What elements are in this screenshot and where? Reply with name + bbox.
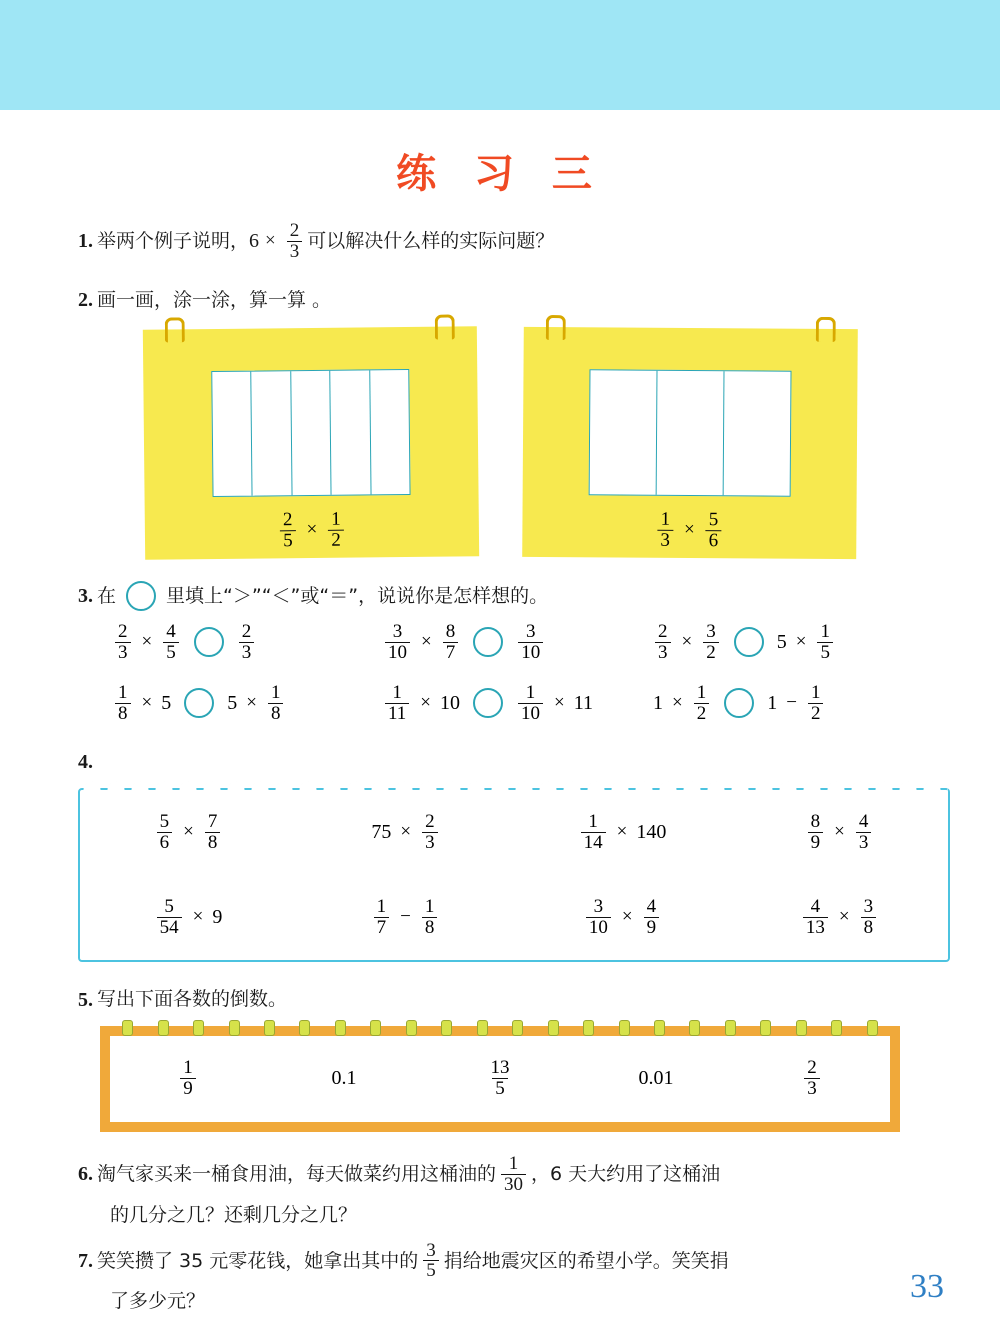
fraction-denominator: 54 xyxy=(157,917,182,938)
paperclip-icon xyxy=(545,315,565,340)
fraction xyxy=(804,1058,820,1099)
operator: − xyxy=(400,906,411,928)
fraction-denominator: 3 xyxy=(804,1078,820,1099)
fraction xyxy=(374,897,390,938)
number: 5 xyxy=(776,630,787,653)
question-5 xyxy=(78,984,1000,1016)
q1-fraction xyxy=(287,221,303,262)
question-6 xyxy=(78,1154,940,1235)
comparison-right-expression xyxy=(234,622,260,663)
card-2-b-den: 6 xyxy=(705,530,721,551)
calculation-item xyxy=(80,897,297,938)
fraction-denominator: 9 xyxy=(808,832,824,853)
card-2-fraction-b xyxy=(705,510,721,551)
answer-circle[interactable] xyxy=(473,688,503,718)
peg-icon xyxy=(477,1020,488,1036)
operator: × xyxy=(795,631,807,653)
fraction-denominator: 10 xyxy=(518,703,543,724)
operator: × xyxy=(192,906,204,928)
fraction xyxy=(157,897,182,938)
fraction-numerator: 2 xyxy=(658,620,668,642)
question-3-row-2 xyxy=(110,683,1000,724)
question-7-fraction xyxy=(423,1241,439,1282)
q1-fraction-numerator: 2 xyxy=(289,220,300,241)
peg-icon xyxy=(158,1020,169,1036)
calculation-item xyxy=(297,812,514,853)
number: 5 xyxy=(227,691,238,714)
comparison-right-expression xyxy=(513,622,548,663)
question-6-part3: 的几分之几？还剩几分之几？ xyxy=(110,1203,358,1226)
comparison-item xyxy=(650,622,920,663)
fraction-numerator: 8 xyxy=(810,810,821,832)
question-7 xyxy=(78,1241,940,1322)
fraction-numerator: 5 xyxy=(159,810,170,832)
fraction xyxy=(644,897,660,938)
fraction-grid-5 xyxy=(211,369,410,497)
fraction-numerator: 4 xyxy=(166,620,176,642)
answer-circle[interactable] xyxy=(734,627,764,657)
answer-circle[interactable] xyxy=(126,581,156,611)
sticky-note-card-1 xyxy=(142,326,478,559)
question-3-number: 3. xyxy=(78,584,93,607)
answer-circle[interactable] xyxy=(473,627,503,657)
number: 0.1 xyxy=(331,1067,357,1090)
question-4 xyxy=(78,746,1000,778)
fraction-numerator: 1 xyxy=(424,895,435,917)
card-1-expression xyxy=(166,508,456,552)
q1-fraction-denominator: 3 xyxy=(287,241,303,262)
q1-whole: 6 xyxy=(249,230,260,253)
question-1-number: 1. xyxy=(78,230,93,253)
q1-times: × xyxy=(265,230,276,252)
question-2-number: 2. xyxy=(78,288,93,311)
fraction-denominator: 5 xyxy=(492,1078,508,1099)
fraction-denominator: 2 xyxy=(808,703,824,724)
question-7-part2: 捐给地震灾区的希望小学。笑笑捐 xyxy=(443,1249,729,1272)
top-color-band xyxy=(0,0,1000,110)
question-4-row-2 xyxy=(80,875,948,960)
reciprocal-item xyxy=(266,1058,422,1099)
peg-icon xyxy=(193,1020,204,1036)
fraction-numerator: 1 xyxy=(392,681,402,703)
calculation-item xyxy=(731,897,948,938)
q6-num: 1 xyxy=(508,1152,519,1174)
operator: × xyxy=(834,821,845,843)
question-3-gt: “＞” xyxy=(223,584,262,607)
question-3-text-c: ，说说你是怎样想的。 xyxy=(358,584,549,607)
operator: × xyxy=(672,692,683,714)
calculation-expression xyxy=(369,897,443,938)
fraction-numerator: 1 xyxy=(696,681,707,703)
card-1-fraction-a xyxy=(279,510,295,551)
peg-icon xyxy=(654,1020,665,1036)
fraction-numerator: 2 xyxy=(807,1057,817,1079)
question-3-eq: “＝” xyxy=(319,584,359,607)
fraction-denominator: 10 xyxy=(385,642,410,663)
fraction-denominator: 9 xyxy=(180,1078,196,1099)
question-6-number: 6. xyxy=(78,1163,93,1186)
card-1-fraction-b xyxy=(328,510,344,551)
operator: × xyxy=(420,692,432,714)
q6-den: 30 xyxy=(501,1174,526,1195)
fraction-denominator: 5 xyxy=(817,642,833,663)
fraction-numerator: 4 xyxy=(810,895,821,917)
calculation-item xyxy=(514,812,731,853)
fraction xyxy=(180,1058,196,1099)
operator: × xyxy=(616,821,628,843)
fraction-denominator: 11 xyxy=(385,703,409,724)
question-3-row-1 xyxy=(110,622,1000,663)
operator: × xyxy=(554,692,565,714)
question-4-number: 4. xyxy=(78,750,93,773)
number: 5 xyxy=(161,691,172,714)
fraction-denominator: 3 xyxy=(422,832,438,853)
peg-icon xyxy=(760,1020,771,1036)
question-4-row-1 xyxy=(80,790,948,875)
operator: × xyxy=(681,631,693,653)
comparison-right-expression xyxy=(774,622,838,663)
comparison-left-expression xyxy=(650,622,724,663)
peg-icon xyxy=(122,1020,133,1036)
fraction-numerator: 1 xyxy=(118,681,128,703)
fraction-denominator: 3 xyxy=(239,642,255,663)
calculation-item xyxy=(731,812,948,853)
peg-icon xyxy=(619,1020,630,1036)
comparison-left-expression xyxy=(380,683,463,724)
fraction-denominator: 7 xyxy=(443,642,459,663)
calculation-item xyxy=(514,897,731,938)
fraction xyxy=(239,622,255,663)
card-2-fraction-a xyxy=(657,510,673,551)
peg-strip-decoration xyxy=(110,1020,890,1036)
fraction-numerator: 1 xyxy=(525,681,536,703)
peg-icon xyxy=(725,1020,736,1036)
calculation-expression xyxy=(798,897,881,938)
fraction-denominator: 6 xyxy=(157,832,173,853)
comparison-left-expression xyxy=(110,622,184,663)
fraction-numerator: 5 xyxy=(164,895,174,917)
question-3-or: 或 xyxy=(300,584,320,607)
fraction xyxy=(808,812,824,853)
operator: × xyxy=(141,631,153,653)
operator: × xyxy=(421,631,432,653)
comparison-item xyxy=(110,622,380,663)
operator: × xyxy=(838,906,850,928)
page-number: 33 xyxy=(910,1268,944,1305)
operator: × xyxy=(400,821,412,843)
peg-icon xyxy=(406,1020,417,1036)
number: 1 xyxy=(653,691,663,714)
fraction-numerator: 1 xyxy=(376,895,387,917)
number: 10 xyxy=(440,691,461,714)
fraction-numerator: 2 xyxy=(241,620,252,642)
fraction-denominator: 7 xyxy=(374,917,390,938)
paperclip-icon xyxy=(164,317,184,342)
comparison-item xyxy=(650,683,920,724)
fraction xyxy=(422,897,438,938)
peg-icon xyxy=(441,1020,452,1036)
fraction-denominator: 8 xyxy=(115,703,131,724)
number: 1 xyxy=(767,691,778,714)
fraction-numerator: 4 xyxy=(646,895,657,917)
calculation-expression xyxy=(152,897,226,938)
fraction-denominator: 5 xyxy=(163,642,179,663)
fraction xyxy=(861,897,877,938)
question-5-text: 写出下面各数的倒数。 xyxy=(97,988,288,1011)
fraction-numerator: 1 xyxy=(820,620,830,642)
fraction xyxy=(655,622,671,663)
calculation-expression xyxy=(152,812,226,853)
question-6-part1: 淘气家买来一桶食用油，每天做菜约用这桶油的 xyxy=(97,1163,497,1186)
fraction-numerator: 4 xyxy=(858,810,869,832)
fraction-denominator: 3 xyxy=(655,642,671,663)
fraction-numerator: 1 xyxy=(270,681,281,703)
peg-icon xyxy=(299,1020,310,1036)
fraction xyxy=(422,812,438,853)
peg-icon xyxy=(370,1020,381,1036)
sticky-note-card-2 xyxy=(522,327,858,559)
fraction-numerator: 7 xyxy=(207,810,218,832)
fraction xyxy=(803,897,828,938)
fraction xyxy=(488,1058,513,1099)
question-5-panel xyxy=(100,1026,900,1132)
page-content xyxy=(0,110,1000,1336)
peg-icon xyxy=(867,1020,878,1036)
fraction xyxy=(581,812,606,853)
fraction-numerator: 2 xyxy=(425,810,435,832)
peg-icon xyxy=(512,1020,523,1036)
paperclip-icon xyxy=(434,314,454,339)
fraction xyxy=(205,812,221,853)
fraction xyxy=(268,683,284,724)
peg-icon xyxy=(229,1020,240,1036)
fraction xyxy=(694,683,710,724)
answer-circle[interactable] xyxy=(724,688,754,718)
question-1-expression xyxy=(249,221,307,262)
question-6-part2: ，6 天大约用了这桶油 xyxy=(531,1163,721,1186)
comparison-left-expression xyxy=(110,683,174,724)
operator: × xyxy=(183,821,194,843)
comparison-item xyxy=(380,622,650,663)
torn-edge-decoration xyxy=(80,781,948,799)
calculation-item xyxy=(297,897,514,938)
question-7-number: 7. xyxy=(78,1249,93,1272)
question-3-lt: “＜” xyxy=(261,584,301,607)
operator: × xyxy=(621,906,633,928)
fraction-numerator: 1 xyxy=(810,681,821,703)
calculation-item xyxy=(80,812,297,853)
fraction-denominator: 14 xyxy=(581,832,606,853)
card-1-b-num: 1 xyxy=(330,508,341,530)
comparison-right-expression xyxy=(224,683,288,724)
card-1-operator: × xyxy=(305,519,317,541)
peg-icon xyxy=(335,1020,346,1036)
fraction-numerator: 3 xyxy=(863,895,874,917)
comparison-left-expression xyxy=(380,622,463,663)
calculation-expression xyxy=(576,812,670,853)
card-1-a-num: 2 xyxy=(282,509,293,531)
question-1-text-before: 举两个例子说明， xyxy=(97,230,250,253)
number: 0.01 xyxy=(638,1067,674,1090)
comparison-right-expression xyxy=(764,683,828,724)
card-2-a-den: 3 xyxy=(657,530,673,551)
fraction xyxy=(115,683,131,724)
question-3 xyxy=(78,580,1000,612)
number: 75 xyxy=(371,820,392,843)
reciprocal-item xyxy=(422,1058,578,1099)
fraction-numerator: 1 xyxy=(183,1057,193,1079)
peg-icon xyxy=(831,1020,842,1036)
fraction xyxy=(157,812,173,853)
fraction-numerator: 1 xyxy=(588,810,598,832)
fraction xyxy=(586,897,611,938)
question-2-cards xyxy=(0,328,1000,558)
card-2-b-num: 5 xyxy=(708,509,718,531)
question-2-text: 画一画，涂一涂，算一算 。 xyxy=(97,288,332,311)
fraction-denominator: 2 xyxy=(694,703,710,724)
question-1 xyxy=(78,221,1000,262)
question-7-part1: 笑笑攒了 35 元零花钱，她拿出其中的 xyxy=(97,1249,419,1272)
fraction xyxy=(817,622,833,663)
fraction-denominator: 10 xyxy=(586,917,611,938)
fraction xyxy=(856,812,872,853)
number: 11 xyxy=(573,691,593,714)
fraction-numerator: 8 xyxy=(445,620,456,642)
q7-den: 5 xyxy=(423,1260,439,1281)
fraction-numerator: 3 xyxy=(593,895,604,917)
fraction xyxy=(115,622,131,663)
comparison-item xyxy=(380,683,650,724)
comparison-left-expression xyxy=(650,683,714,724)
paperclip-icon xyxy=(815,317,835,342)
answer-circle[interactable] xyxy=(184,688,214,718)
fraction xyxy=(385,622,410,663)
peg-icon xyxy=(689,1020,700,1036)
card-1-a-den: 5 xyxy=(280,530,296,551)
fraction-denominator: 3 xyxy=(856,832,872,853)
question-2 xyxy=(78,284,1000,316)
fraction xyxy=(808,683,824,724)
operator: × xyxy=(141,692,153,714)
reciprocal-item xyxy=(734,1058,890,1099)
question-1-text-after: 可以解决什么样的实际问题？ xyxy=(307,230,555,253)
fraction xyxy=(518,683,543,724)
fraction-denominator: 3 xyxy=(115,642,131,663)
question-4-panel xyxy=(78,788,950,962)
comparison-right-expression xyxy=(513,683,596,724)
fraction xyxy=(163,622,179,663)
fraction-numerator: 13 xyxy=(490,1057,510,1079)
fraction-denominator: 8 xyxy=(268,703,284,724)
fraction-denominator: 8 xyxy=(205,832,221,853)
fraction xyxy=(385,683,409,724)
fraction-denominator: 8 xyxy=(422,917,438,938)
question-3-text-b: 里填上 xyxy=(166,584,224,607)
number: 9 xyxy=(212,905,223,928)
fraction-denominator: 8 xyxy=(861,917,877,938)
operator: × xyxy=(246,692,257,714)
fraction-denominator: 13 xyxy=(803,917,828,938)
page-title: 练 习 三 xyxy=(396,151,604,197)
calculation-expression xyxy=(803,812,877,853)
answer-circle[interactable] xyxy=(194,627,224,657)
fraction-denominator: 2 xyxy=(703,642,719,663)
card-2-a-num: 1 xyxy=(660,508,670,530)
card-2-operator: × xyxy=(683,519,695,541)
card-1-b-den: 2 xyxy=(328,529,344,550)
number: 140 xyxy=(636,820,667,843)
fraction-grid-3 xyxy=(588,369,791,496)
operator: − xyxy=(786,692,797,714)
reciprocal-item xyxy=(578,1058,734,1099)
fraction-numerator: 3 xyxy=(706,620,716,642)
card-2-expression xyxy=(544,509,834,552)
fraction-numerator: 2 xyxy=(118,620,128,642)
question-5-number: 5. xyxy=(78,988,93,1011)
question-6-fraction xyxy=(501,1154,526,1195)
comparison-item xyxy=(110,683,380,724)
peg-icon xyxy=(264,1020,275,1036)
peg-icon xyxy=(548,1020,559,1036)
question-7-part3: 了多少元？ xyxy=(110,1290,206,1313)
peg-icon xyxy=(796,1020,807,1036)
fraction-numerator: 3 xyxy=(392,620,403,642)
fraction-numerator: 3 xyxy=(525,620,536,642)
fraction xyxy=(518,622,543,663)
calculation-expression xyxy=(368,812,442,853)
peg-icon xyxy=(583,1020,594,1036)
fraction-denominator: 9 xyxy=(644,917,660,938)
q7-num: 3 xyxy=(426,1239,436,1261)
fraction xyxy=(703,622,719,663)
reciprocal-item xyxy=(110,1058,266,1099)
question-3-text-a: 在 xyxy=(97,584,117,607)
fraction-denominator: 10 xyxy=(518,642,543,663)
fraction xyxy=(443,622,459,663)
calculation-expression xyxy=(581,897,664,938)
